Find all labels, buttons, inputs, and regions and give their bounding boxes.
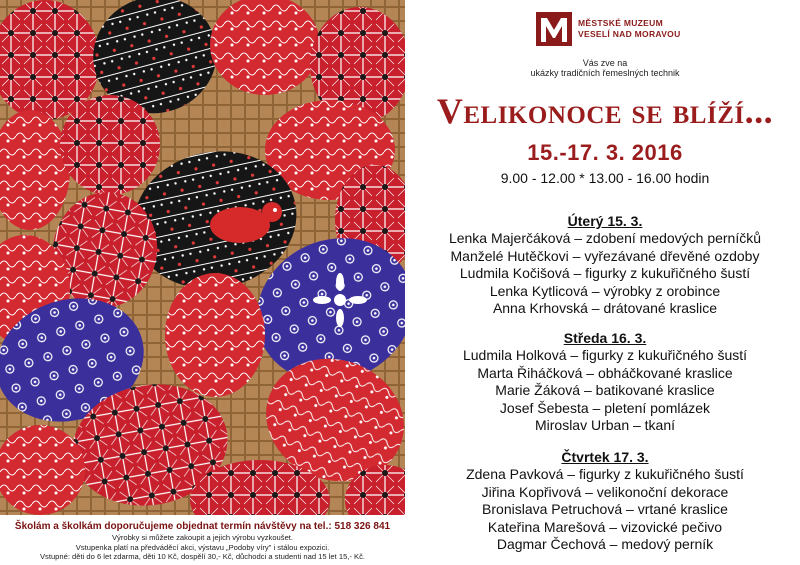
program-entry: Zdena Pavková – figurky z kukuřičného šustí xyxy=(466,466,744,482)
day-tuesday xyxy=(410,212,800,318)
footer-info xyxy=(0,516,405,565)
program-entry: Ludmila Kočišová – figurky z kukuřičného šustí xyxy=(459,265,751,282)
event-info-panel xyxy=(410,0,800,565)
program-entry: Marta Řiháčková – obháčkované kraslice xyxy=(477,364,733,381)
day-heading: Úterý 15. 3. xyxy=(567,213,643,229)
day-heading: Středa 16. 3. xyxy=(563,330,647,346)
program-entry: Dagmar Čechová – medový perník xyxy=(496,536,714,553)
event-dates: 15.-17. 3. 2016 xyxy=(527,140,683,165)
program-entry: Jiřina Kopřivová – velikonoční dekorace xyxy=(481,483,729,500)
program-entry: Kateřina Marešová – vizovické pečivo xyxy=(487,518,723,535)
invite-line2: ukázky tradičních řemeslných technik xyxy=(530,68,680,78)
program-entry: Bronislava Petruchová – vrtané kraslice xyxy=(482,501,728,518)
program-entry: Lenka Majerčáková – zdobení medových perníčků xyxy=(448,230,762,246)
museum-logo-icon xyxy=(536,12,572,46)
ticket-note: Vstupenka platí na předváděcí akci, výstavu „Podoby víry" i stálou expozici. xyxy=(75,542,330,552)
museum-name xyxy=(578,18,681,40)
school-booking-note: Školám a školkám doporučujeme objednat termín návštěvy na tel.: 518 326 841 xyxy=(14,521,391,532)
program-entry: Manželé Hutěčkovi – vyřezávané dřevěné ozdoby xyxy=(450,247,760,264)
program-entry: Ludmila Holková – figurky z kukuřičného šustí xyxy=(462,347,748,363)
program-entry: Lenka Kytlicová – výrobky z orobince xyxy=(489,282,721,299)
easter-eggs-photo xyxy=(0,0,405,515)
products-note: Výrobky si můžete zakoupit a jejich výrobu vyzkoušet. xyxy=(111,533,294,542)
event-hours: 9.00 - 12.00 * 13.00 - 16.00 hodin xyxy=(500,170,710,186)
museum-name-line2: VESELÍ NAD MORAVOU xyxy=(578,29,681,39)
museum-name-line1: MĚSTSKÉ MUZEUM xyxy=(578,18,663,28)
day-wednesday xyxy=(410,329,800,435)
museum-logo xyxy=(536,12,681,46)
invite-line1: Vás zve na xyxy=(582,58,628,68)
day-heading: Čtvrtek 17. 3. xyxy=(561,449,649,465)
program-entry: Marie Žáková – batikované kraslice xyxy=(495,382,715,399)
program-entry: Josef Šebesta – pletení pomlázek xyxy=(499,399,711,416)
day-thursday xyxy=(410,448,800,554)
program-entry: Miroslav Urban – tkaní xyxy=(534,417,676,434)
event-title: Velikonoce se blíží... xyxy=(436,91,774,131)
admission-prices: Vstupné: děti do 6 let zdarma, děti 10 Kč, dospělí 30,- Kč, důchodci a studenti nad 15 let 15,- Kč. xyxy=(39,552,366,561)
program-entry: Anna Krhovská – drátované kraslice xyxy=(492,300,718,317)
